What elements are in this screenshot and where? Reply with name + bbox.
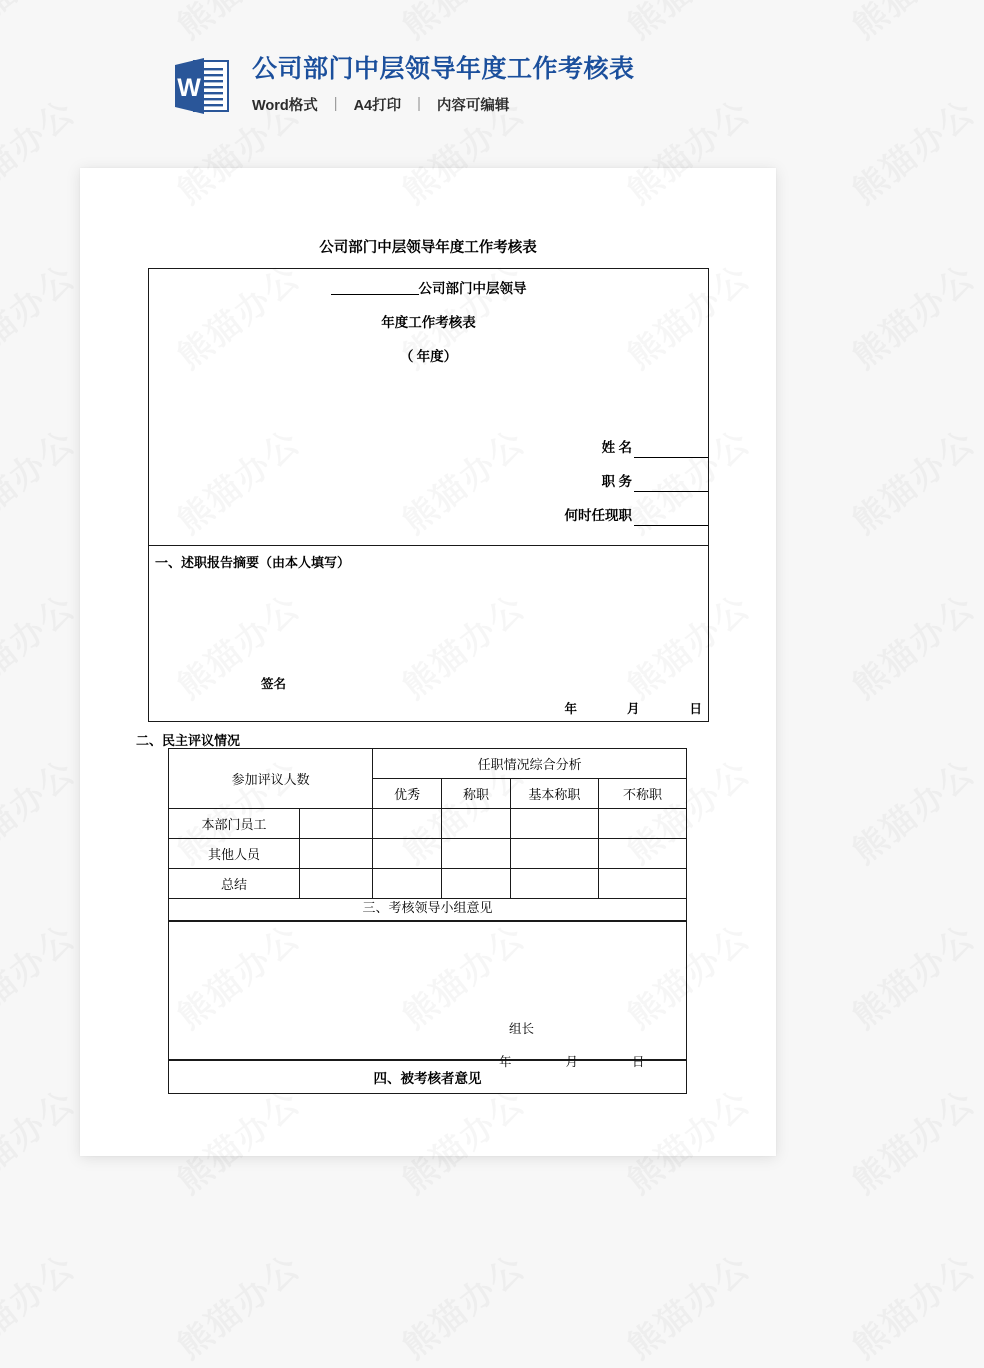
field-label-since-when: 何时任现职 — [564, 508, 632, 523]
section-4-title: 四、被考核者意见 — [168, 1060, 687, 1094]
table-header-participants: 参加评议人数 — [169, 749, 373, 809]
organization-blank-line[interactable] — [331, 294, 419, 295]
row-label-own-department-staff: 本部门员工 — [169, 809, 300, 839]
table-row — [169, 809, 687, 839]
table-header-grade-basically-competent: 基本称职 — [510, 779, 598, 809]
watermark-text — [0, 1241, 84, 1368]
cell-incompetent-other-personnel[interactable] — [598, 839, 686, 869]
form-header-line-1 — [149, 277, 708, 297]
section-1-box — [148, 546, 709, 722]
form-field-list — [378, 424, 708, 526]
watermark-text — [0, 416, 84, 543]
section-3-date-month: 月 — [565, 1055, 579, 1069]
meta-separator-1: | — [333, 96, 338, 113]
cell-count-other-personnel[interactable] — [300, 839, 373, 869]
field-row-position — [378, 458, 708, 492]
watermark-text — [0, 251, 84, 378]
watermark-text — [165, 1241, 309, 1368]
table-header-analysis: 任职情况综合分析 — [373, 749, 687, 779]
watermark-text — [390, 1241, 534, 1368]
section-3-leader-label: 组长 — [509, 1022, 535, 1036]
cell-basically-competent-other-personnel[interactable] — [510, 839, 598, 869]
cell-excellent-own-department-staff[interactable] — [373, 809, 442, 839]
section-1-signature-label: 签名 — [261, 677, 287, 691]
meta-print: A4打印 — [353, 97, 402, 114]
watermark-text — [615, 1241, 759, 1368]
field-input-position[interactable] — [634, 476, 708, 492]
table-header-grade-competent: 称职 — [442, 779, 511, 809]
watermark-text — [0, 581, 84, 708]
field-input-name[interactable] — [634, 442, 708, 458]
cell-competent-other-personnel[interactable] — [442, 839, 511, 869]
cell-excellent-other-personnel[interactable] — [373, 839, 442, 869]
watermark-text — [840, 1241, 984, 1368]
page-title: 公司部门中层领导年度工作考核表 — [252, 55, 635, 83]
table-header-row-1 — [169, 749, 687, 779]
table-header-grade-excellent: 优秀 — [373, 779, 442, 809]
section-3-title: 三、考核领导小组意见 — [168, 892, 687, 921]
svg-text:W: W — [177, 74, 201, 102]
watermark-text — [840, 251, 984, 378]
watermark-text — [840, 416, 984, 543]
watermark-text — [0, 1076, 84, 1203]
watermark-text — [840, 911, 984, 1038]
header-text-block — [252, 55, 635, 115]
section-3-box[interactable] — [168, 921, 687, 1069]
section-1-title: 一、述职报告摘要（由本人填写） — [155, 555, 351, 570]
section-1-date-month: 月 — [626, 702, 640, 716]
cell-competent-own-department-staff[interactable] — [442, 809, 511, 839]
page-header — [0, 0, 860, 155]
watermark-text — [840, 581, 984, 708]
word-file-icon — [174, 57, 230, 115]
document-body — [80, 168, 776, 1156]
table-row — [169, 839, 687, 869]
header-inner — [174, 55, 635, 115]
watermark-text — [840, 1076, 984, 1203]
watermark-text — [0, 911, 84, 1038]
form-header-line1-text: 公司部门中层领导 — [418, 281, 527, 296]
row-label-other-personnel: 其他人员 — [169, 839, 300, 869]
form-header-line-3: （ 年度） — [399, 349, 458, 364]
section-3-date-day: 日 — [632, 1055, 645, 1069]
watermark-text — [840, 86, 984, 213]
democratic-evaluation-table — [168, 748, 687, 899]
section-1-date-row — [564, 699, 702, 717]
meta-format: Word格式 — [252, 97, 318, 114]
form-title: 公司部门中层领导年度工作考核表 — [319, 240, 537, 256]
section-3-date-year: 年 — [499, 1055, 512, 1069]
watermark-text — [840, 746, 984, 873]
form-header-line-2: 年度工作考核表 — [381, 315, 476, 330]
watermark-text — [0, 746, 84, 873]
cell-basically-competent-own-department-staff[interactable] — [510, 809, 598, 839]
cell-incompetent-own-department-staff[interactable] — [598, 809, 686, 839]
section-1-date-year: 年 — [564, 702, 577, 716]
field-row-name — [378, 424, 708, 458]
field-row-since-when — [378, 492, 708, 526]
form-header-box — [148, 268, 709, 546]
section-1-date-day: 日 — [689, 702, 702, 716]
cell-count-own-department-staff[interactable] — [300, 809, 373, 839]
field-label-name: 姓 名 — [601, 440, 632, 455]
field-label-position: 职 务 — [601, 474, 632, 489]
meta-editable: 内容可编辑 — [436, 97, 510, 114]
table-header-grade-incompetent: 不称职 — [598, 779, 686, 809]
watermark-text — [840, 0, 984, 48]
row-label-summary: 总结 — [169, 869, 300, 899]
meta-separator-2: | — [417, 96, 421, 113]
field-input-since-when[interactable] — [634, 510, 708, 526]
document-page — [80, 168, 776, 1156]
header-meta — [252, 94, 635, 115]
section-2-title: 二、民主评议情况 — [136, 733, 241, 748]
